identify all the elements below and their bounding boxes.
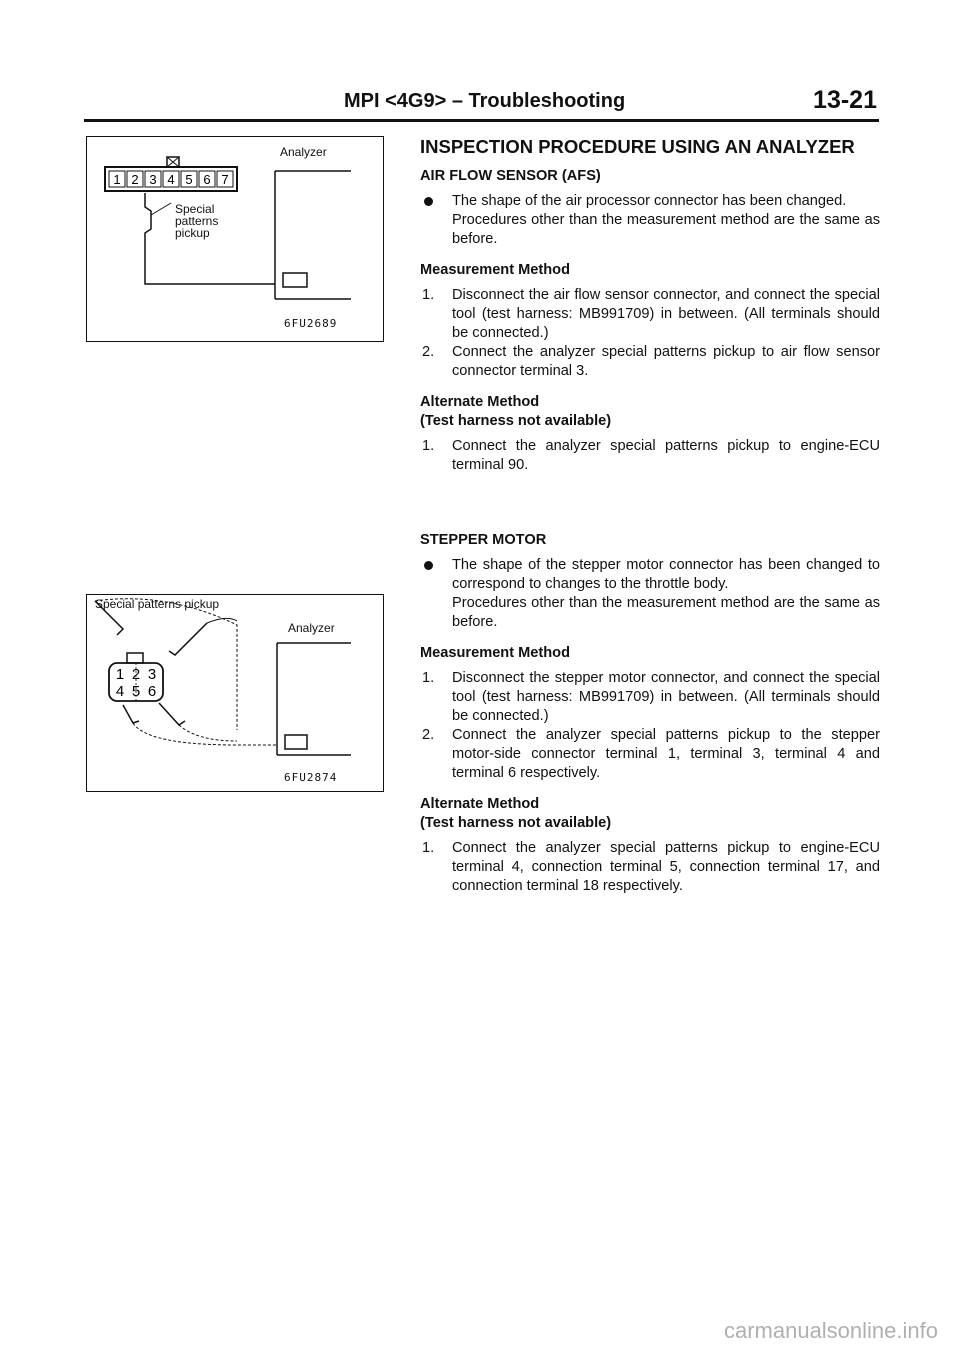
afs-alternate-step-1	[420, 437, 880, 475]
pickup-label: Special patterns pickup	[175, 202, 219, 240]
probe-terminal-4	[123, 705, 139, 723]
step-number: 2.	[422, 727, 435, 743]
afs-connector-diagram	[87, 137, 383, 341]
step-number: 1.	[422, 287, 435, 303]
pickup-probe	[145, 193, 151, 249]
analyzer-label: Analyzer	[288, 621, 335, 635]
figure-stepper-connector	[86, 594, 384, 792]
step-text: Disconnect the stepper motor connector, and connect the special tool (test harness: MB991709) in between. (All terminals should be connected.)	[452, 670, 880, 724]
afs-bullet-text: The shape of the air processor connector has been changed.	[452, 193, 847, 209]
connector-pin-number: 4	[115, 683, 125, 700]
figure-code: 6FU2874	[284, 771, 338, 784]
afs-bullet	[420, 192, 880, 249]
header-rule	[84, 119, 879, 122]
figure-code: 6FU2689	[284, 317, 338, 330]
connector-pin-number: 6	[203, 172, 211, 187]
subsection-stepper-title: STEPPER MOTOR	[420, 532, 547, 548]
stepper-alternate-heading: Alternate Method	[420, 796, 540, 812]
step-number: 1.	[422, 840, 435, 856]
pickup-label: Special patterns pickup	[95, 597, 220, 611]
stepper-alternate-subheading: (Test harness not available)	[420, 815, 612, 831]
afs-alternate-subheading: (Test harness not available)	[420, 413, 612, 429]
stepper-alternate-step-1	[420, 839, 880, 896]
stepper-bullet-note: Procedures other than the measurement method are the same as before.	[452, 595, 880, 630]
step-text: Connect the analyzer special patterns pickup to air flow sensor connector terminal 3.	[452, 344, 880, 379]
afs-bullet-note: Procedures other than the measurement method are the same as before.	[452, 212, 880, 247]
stepper-step-2	[420, 726, 880, 783]
watermark: carmanualsonline.info	[723, 1318, 938, 1343]
connector-pin-number: 2	[131, 666, 141, 683]
connector-pin-number: 3	[147, 666, 157, 683]
bullet-dot	[424, 561, 433, 570]
connector-pin-number: 5	[185, 172, 193, 187]
connector-pin-number: 3	[149, 172, 157, 187]
main-content	[420, 137, 880, 896]
afs-step-1	[420, 286, 880, 343]
pickup-leader-line	[151, 203, 171, 215]
analyzer-label: Analyzer	[280, 145, 327, 159]
connector-pin-number: 6	[147, 683, 157, 700]
connector-latch	[167, 157, 179, 167]
step-number: 1.	[422, 438, 435, 454]
step-number: 1.	[422, 670, 435, 686]
stepper-measurement-heading: Measurement Method	[420, 645, 571, 661]
analyzer-input-port	[285, 735, 307, 749]
probe-wire-lower	[179, 725, 237, 741]
connector-pin-number: 1	[115, 666, 125, 683]
probe-wire-lower-dashed	[133, 723, 277, 745]
stepper-step-1	[420, 669, 880, 726]
subsection-afs-title: AIR FLOW SENSOR (AFS)	[420, 168, 601, 184]
step-text: Disconnect the air flow sensor connector, and connect the special tool (test harness: MB991709) in between. (All terminals should be connected.)	[452, 287, 880, 341]
figure-afs-connector	[86, 136, 384, 342]
connector-pin-number: 2	[131, 172, 139, 187]
step-text: Connect the analyzer special patterns pickup to the stepper motor-side connector terminal 1, terminal 3, terminal 4 and terminal 6 respectively.	[452, 727, 880, 781]
page-header	[84, 86, 879, 120]
bullet-dot	[424, 197, 433, 206]
analyzer-input-port	[283, 273, 307, 287]
stepper-bullet	[420, 556, 880, 632]
connector-pin-number: 4	[167, 172, 175, 187]
connector-pin-number: 1	[113, 172, 121, 187]
pickup-wire	[145, 249, 275, 284]
probe-terminal-6	[159, 703, 185, 725]
stepper-connector-diagram	[87, 595, 383, 791]
afs-step-2	[420, 343, 880, 381]
page-number: 13-21	[813, 86, 877, 114]
step-text: Connect the analyzer special patterns pickup to engine-ECU terminal 4, connection terminal 5, connection terminal 17, and connection terminal 18 respectively.	[452, 840, 880, 894]
connector-pin-number: 7	[221, 172, 229, 187]
step-text: Connect the analyzer special patterns pickup to engine-ECU terminal 90.	[452, 438, 880, 473]
step-number: 2.	[422, 344, 435, 360]
probe-terminal-3	[169, 623, 207, 655]
afs-alternate-heading: Alternate Method	[420, 394, 540, 410]
section-title: INSPECTION PROCEDURE USING AN ANALYZER	[420, 136, 855, 157]
page-title: MPI <4G9> – Troubleshooting	[344, 90, 626, 112]
connector-latch	[127, 653, 143, 663]
stepper-bullet-text: The shape of the stepper motor connector has been changed to correspond to changes to the throttle body.	[452, 557, 880, 592]
afs-measurement-heading: Measurement Method	[420, 262, 571, 278]
connector-pin-number: 5	[131, 683, 141, 700]
